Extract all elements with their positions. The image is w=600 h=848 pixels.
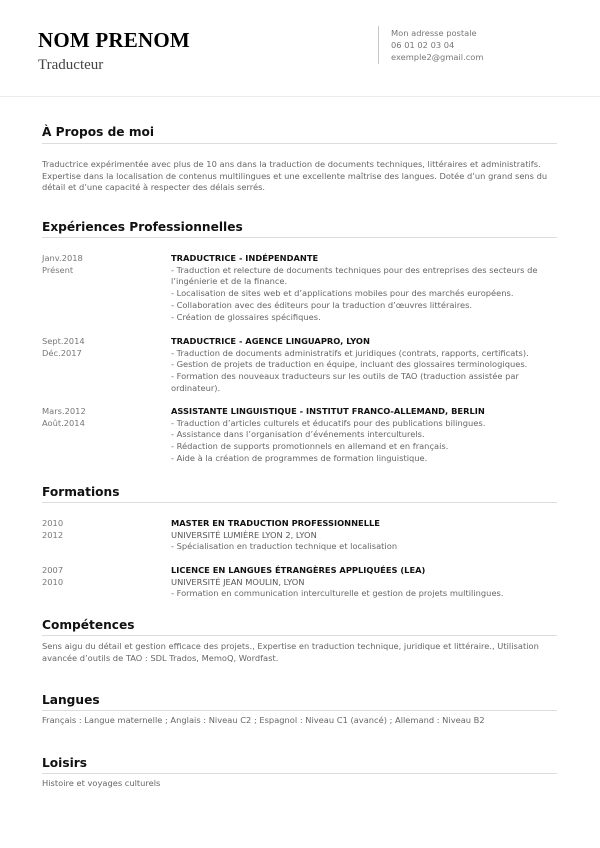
hobbies-heading: Loisirs [42, 756, 88, 770]
bullet-item: - Création de glossaires spécifiques. [171, 311, 321, 322]
date-end: Présent [42, 264, 74, 275]
skills-text: Sens aigu du détail et gestion efficace des projets., Expertise en traduction technique, juridique et littéraire., Utilisation avancée d’outils de TAO : SDL Trados, MemoQ, Wordfast. [42, 641, 539, 663]
languages-text: Français : Langue maternelle ; Anglais : Niveau C2 ; Espagnol : Niveau C1 (avancé) ; Allemand : Niveau B2 [42, 715, 485, 725]
candidate-job-title: Traducteur [38, 57, 104, 73]
contact-phone: 06 01 02 03 04 [391, 40, 455, 51]
experience-heading: Expériences Professionnelles [42, 220, 243, 234]
bullet-item: - Formation en communication interculturelle et gestion de projets multilingues. [171, 588, 504, 599]
bullet-item: - Rédaction de supports promotionnels en allemand et en français. [171, 441, 449, 452]
education-dates [42, 518, 152, 541]
date-start: 2007 [42, 565, 64, 575]
experience-details [171, 406, 557, 465]
education-school: UNIVERSITÉ JEAN MOULIN, LYON [171, 576, 305, 587]
date-end: 2012 [42, 529, 64, 540]
bullet-item: - Gestion de projets de traduction en équipe, incluant des glossaires terminologiques. [171, 359, 528, 370]
skills-heading: Compétences [42, 618, 135, 632]
languages-rule [42, 710, 557, 711]
education-dates [42, 565, 152, 588]
bullet-item: - Assistance dans l’organisation d’événements interculturels. [171, 429, 425, 440]
contact-block [391, 27, 483, 64]
about-heading: À Propos de moi [42, 125, 155, 139]
experience-dates [42, 406, 152, 429]
experience-bullets [171, 265, 557, 324]
education-heading: Formations [42, 485, 120, 499]
experience-title: TRADUCTRICE - AGENCE LINGUAPRO, LYON [171, 336, 370, 346]
education-details [171, 518, 557, 553]
hobbies-text: Histoire et voyages culturels [42, 778, 161, 788]
education-title: MASTER EN TRADUCTION PROFESSIONNELLE [171, 518, 380, 528]
date-end: Déc.2017 [42, 347, 82, 358]
about-text: Traductrice expérimentée avec plus de 10 ans dans la traduction de documents techniques, littéraires et administratifs. Expertise dans la localisation de contenus multilingues et une excellente maîtrise des langues. Dotée d’un grand sens du détail et d’une capacité à respecter des délais serrés. [42, 159, 548, 193]
date-start: 2010 [42, 518, 64, 528]
bullet-item: - Collaboration avec des éditeurs pour la traduction d’œuvres littéraires. [171, 299, 473, 310]
date-start: Janv.2018 [42, 253, 83, 263]
about-rule [42, 143, 557, 144]
bullet-item: - Traduction de documents administratifs et juridiques (contrats, rapports, certificats). [171, 347, 529, 358]
contact-email: exemple2@gmail.com [391, 52, 484, 63]
experience-title: TRADUCTRICE - INDÉPENDANTE [171, 253, 319, 263]
education-rule [42, 502, 557, 503]
experience-details [171, 253, 557, 323]
date-end: Août.2014 [42, 417, 85, 428]
education-bullets [171, 541, 557, 553]
candidate-name: NOM PRENOM [38, 28, 190, 52]
bullet-item: - Formation des nouveaux traducteurs sur les outils de TAO (traduction assistée par ordinateur). [171, 371, 519, 393]
experience-title: ASSISTANTE LINGUISTIQUE - INSTITUT FRANCO-ALLEMAND, BERLIN [171, 406, 485, 416]
date-end: 2010 [42, 576, 64, 587]
languages-heading: Langues [42, 693, 100, 707]
hobbies-rule [42, 773, 557, 774]
bullet-item: - Traduction et relecture de documents techniques pour des entreprises des secteurs de l’ingénierie et de la finance. [171, 264, 538, 287]
date-start: Mars.2012 [42, 406, 86, 416]
resume-header [0, 0, 600, 96]
experience-bullets [171, 418, 557, 465]
education-title: LICENCE EN LANGUES ÉTRANGÈRES APPLIQUÉES (LEA) [171, 565, 426, 575]
experience-dates [42, 336, 152, 359]
experience-bullets [171, 348, 557, 395]
bullet-item: - Aide à la création de programmes de formation linguistique. [171, 452, 428, 463]
education-details [171, 565, 557, 600]
skills-rule [42, 635, 557, 636]
bullet-item: - Traduction d’articles culturels et éducatifs pour des publications bilingues. [171, 417, 486, 428]
header-divider [378, 26, 379, 64]
experience-rule [42, 237, 557, 238]
education-bullets [171, 588, 557, 600]
header-separator [0, 96, 600, 97]
bullet-item: - Spécialisation en traduction technique et localisation [171, 541, 398, 552]
education-school: UNIVERSITÉ LUMIÈRE LYON 2, LYON [171, 529, 317, 540]
date-start: Sept.2014 [42, 336, 85, 346]
experience-dates [42, 253, 152, 276]
experience-details [171, 336, 557, 395]
bullet-item: - Localisation de sites web et d’applications mobiles pour des marchés européens. [171, 288, 514, 299]
contact-address: Mon adresse postale [391, 28, 477, 38]
